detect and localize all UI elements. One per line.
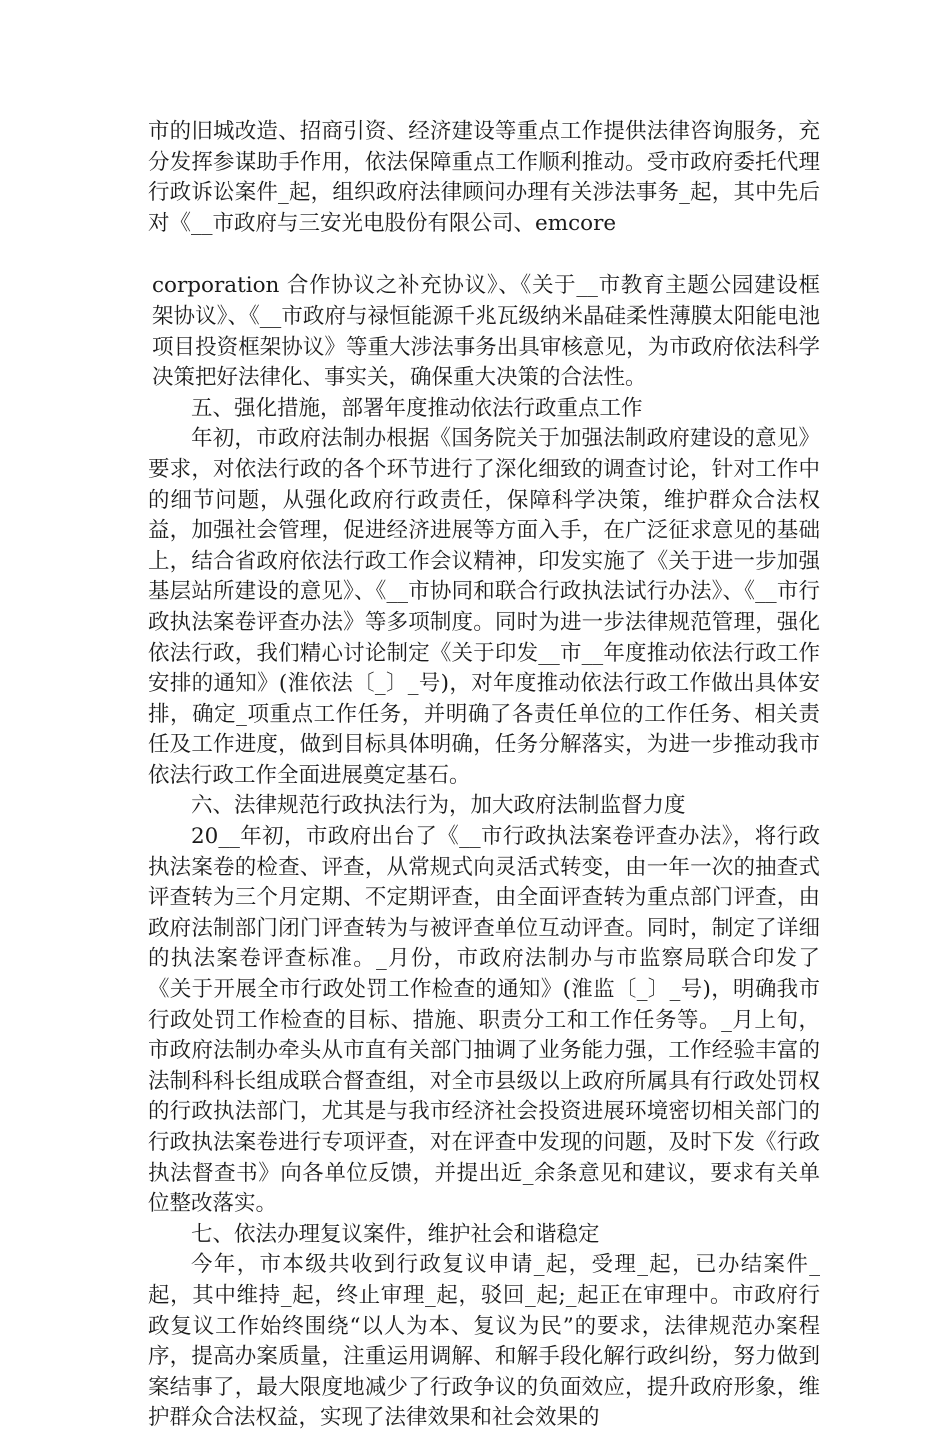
paragraph-continued-legal-services: 市的旧城改造、招商引资、经济建设等重点工作提供法律咨询服务，充分发挥参谋助手作用，依法保障重点工作顺利推动。受市政府委托代理行政诉讼案件_起，组织政府法律顾问办理有关涉法事务_起，其中先后对《__市政府与三安光电股份有限公司、emcore — [148, 119, 820, 236]
section-heading-five: 五、强化措施，部署年度推动依法行政重点工作 — [191, 395, 643, 421]
paragraph-annual-work-plan: 年初，市政府法制办根据《国务院关于加强法制政府建设的意见》要求，对依法行政的各个环节进行了深化细致的调查讨论，针对工作中的细节问题，从强化政府行政责任，保障科学决策，维护群众合法权益，加强社会管理，促进经济进展等方面入手，在广泛征求意见的基础上，结合省政府依法行政工作会议精神，印发实施了《关于进一步加强基层站所建设的意见》、《__市协同和联合行政执法试行办法》、《__市行政执法案卷评查办法》等多项制度。同时为进一步法律规范管理，强化依法行政，我们精心讨论制定《关于印发__市__年度推动依法行政工作安排的通知》(淮依法〔_〕_号)，对年度推动依法行政工作做出具体安排，确定_项重点工作任务，并明确了各责任单位的工作任务、相关责任及工作进度，做到目标具体明确，任务分解落实，为进一步推动我市依法行政工作全面进展奠定基石。 — [148, 426, 820, 788]
paragraph-administrative-reconsideration: 今年，市本级共收到行政复议申请_起，受理_起，已办结案件_起，其中维持_起，终止审理_起，驳回_起;_起正在审理中。市政府行政复议工作始终围绕“以人为本、复议为民”的要求，法律规范办案程序，提高办案质量，注重运用调解、和解手段化解行政纠纷，努力做到案结事了，最大限度地减少了行政争议的负面效应，提升政府形象，维护群众合法权益，实现了法律效果和社会效果的 — [148, 1252, 820, 1431]
paragraph-enforcement-review: 20__年初，市政府出台了《__市行政执法案卷评查办法》，将行政执法案卷的检查、评查，从常规式向灵活式转变，由一年一次的抽查式评查转为三个月定期、不定期评查，由全面评查转为重点部门评查，由政府法制部门闭门评查转为与被评查单位互动评查。同时，制定了详细的执法案卷评查标准。_月份，市政府法制办与市监察局联合印发了《关于开展全市行政处罚工作检查的通知》(淮监〔_〕_号)，明确我市行政处罚工作检查的目标、措施、职责分工和工作任务等。_月上旬，市政府法制办牵头从市直有关部门抽调了业务能力强，工作经验丰富的法制科科长组成联合督查组，对全市县级以上政府所属具有行政处罚权的行政执法部门，尤其是与我市经济社会投资进展环境密切相关部门的行政执法案卷进行专项评查，对在评查中发现的问题，及时下发《行政执法督查书》向各单位反馈，并提出近_余条意见和建议，要求有关单位整改落实。 — [148, 824, 820, 1217]
paragraph-major-legal-review: corporation 合作协议之补充协议》、《关于__市教育主题公园建设框架协议》、《__市政府与禄恒能源千兆瓦级纳米晶硅柔性薄膜太阳能电池项目投资框架协议》等重大涉法事务出具审核意见，为市政府依法科学决策把好法律化、事实关，确保重大决策的合法性。 — [152, 273, 820, 391]
section-heading-seven: 七、依法办理复议案件，维护社会和谐稳定 — [191, 1221, 600, 1247]
section-heading-six: 六、法律规范行政执法行为，加大政府法制监督力度 — [191, 793, 686, 819]
document-body — [148, 117, 820, 1434]
